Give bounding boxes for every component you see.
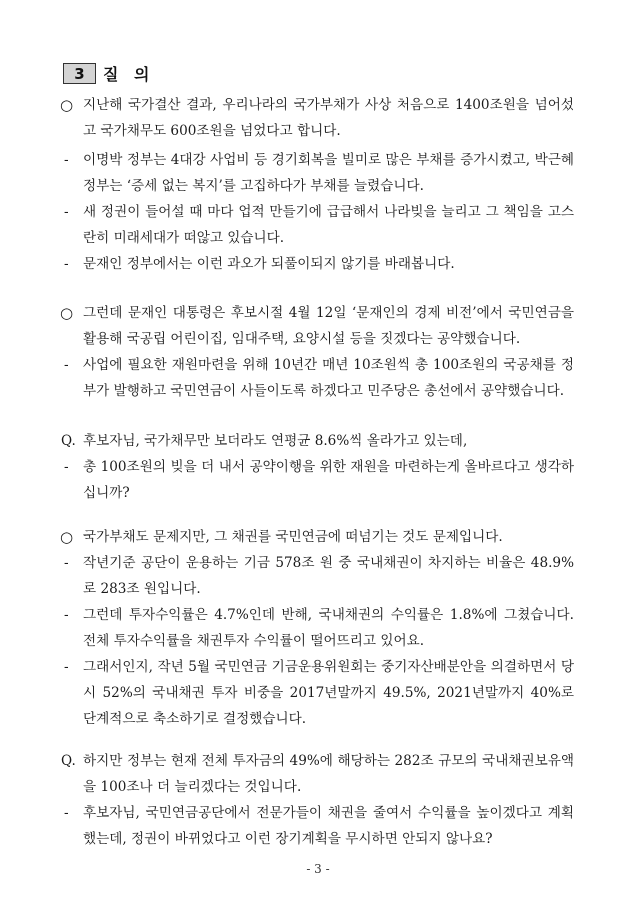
bullet-text: 국가부채도 문제지만, 그 채권를 국민연금에 떠넘기는 것도 문제입니다. — [83, 529, 503, 545]
bullet-item — [60, 92, 574, 144]
bullet-text: 지난해 국가결산 결과, 우리나라의 국가부채가 사상 처음으로 1400조원을 넘어섰고 국가채무도 600조원을 넘었다고 합니다. — [83, 97, 574, 139]
dash-item — [60, 654, 574, 732]
dash-item — [60, 602, 574, 654]
dash-text: 작년기준 공단이 운용하는 기금 578조 원 중 국내채권이 차지하는 비율은 48.9%로 283조 원입니다. — [83, 555, 574, 597]
dash-item — [60, 199, 574, 251]
dash-text: 후보자님, 국민연금공단에서 전문가들이 채권을 줄여서 수익률을 높이겠다고 계획했는데, 정권이 바뀌었다고 이런 장기계획을 무시하면 안되지 않나요? — [83, 805, 574, 847]
dash-text: 그런데 투자수익률은 4.7%인데 반해, 국내채권의 수익률은 1.8%에 그쳤습니다. 전체 투자수익률을 채권투자 수익률이 떨어뜨리고 있어요. — [83, 607, 574, 649]
dash-item — [60, 800, 574, 852]
dash-bullet-icon: - — [64, 357, 69, 373]
bullet-item — [60, 300, 574, 352]
section-number-box: 3 — [63, 63, 96, 84]
paragraph-block-bond-returns — [60, 524, 574, 732]
page-number: - 3 - — [306, 862, 330, 876]
dash-text: 그래서인지, 작년 5월 국민연금 기금운용위원회는 중기자산배분안을 의결하면서 당시 52%의 국내채권 투자 비중을 2017년말까지 49.5%, 2021년말까지 40%로 단계적으로 축소하기로 결정했습니다. — [83, 659, 574, 727]
dash-item — [60, 147, 574, 199]
dash-bullet-icon: - — [64, 805, 69, 821]
question-block-bond-holdings — [60, 748, 574, 852]
dash-item — [60, 352, 574, 404]
dash-text: 이명박 정부는 4대강 사업비 등 경기회복을 빌미로 많은 부채를 증가시켰고, 박근혜 정부는 ‘증세 없는 복지’를 고집하다가 부채를 늘렸습니다. — [83, 152, 574, 194]
question-item — [60, 428, 574, 454]
section-title: 질 의 — [103, 65, 155, 84]
question-text: 하지만 정부는 현재 전체 투자금의 49%에 해당하는 282조 규모의 국내채권보유액을 100조나 더 늘리겠다는 것입니다. — [83, 753, 574, 795]
dash-bullet-icon: - — [64, 607, 69, 623]
dash-text: 사업에 필요한 재원마련을 위해 10년간 매년 10조원씩 총 100조원의 국공채를 정부가 발행하고 국민연금이 사들이도록 하겠다고 민주당은 총선에서 공약했습니다. — [83, 357, 574, 399]
dash-text: 문재인 정부에서는 이런 과오가 되풀이되지 않기를 바래봅니다. — [83, 256, 455, 272]
circle-bullet-icon: ○ — [60, 96, 74, 114]
dash-item — [60, 454, 574, 506]
question-block-debt-growth — [60, 428, 574, 506]
dash-bullet-icon: - — [64, 459, 69, 475]
dash-item — [60, 550, 574, 602]
circle-bullet-icon: ○ — [60, 528, 74, 546]
dash-bullet-icon: - — [64, 204, 69, 220]
dash-bullet-icon: - — [64, 659, 69, 675]
question-text: 후보자님, 국가채무만 보더라도 연평균 8.6%씩 올라가고 있는데, — [83, 433, 468, 449]
bullet-text: 그런데 문재인 대통령은 후보시절 4월 12일 ‘문재인의 경제 비전’에서 국민연금을 활용해 국공립 어린이집, 임대주택, 요양시설 등을 짓겠다는 공약했습니다. — [83, 305, 574, 347]
dash-text: 새 정권이 들어설 때 마다 업적 만들기에 급급해서 나라빚을 늘리고 그 책임을 고스란히 미래세대가 떠않고 있습니다. — [83, 204, 574, 246]
paragraph-block-national-debt — [60, 92, 574, 277]
paragraph-block-pension-pledge — [60, 300, 574, 404]
question-marker: Q. — [61, 433, 76, 449]
circle-bullet-icon: ○ — [60, 304, 74, 322]
dash-bullet-icon: - — [64, 256, 69, 272]
dash-bullet-icon: - — [64, 152, 69, 168]
question-marker: Q. — [61, 753, 76, 769]
dash-text: 총 100조원의 빚을 더 내서 공약이행을 위한 재원을 마련하는게 올바르다고 생각하십니까? — [83, 459, 574, 501]
section-header — [63, 63, 154, 84]
dash-bullet-icon: - — [64, 555, 69, 571]
dash-item — [60, 251, 574, 277]
bullet-item — [60, 524, 574, 550]
question-item — [60, 748, 574, 800]
